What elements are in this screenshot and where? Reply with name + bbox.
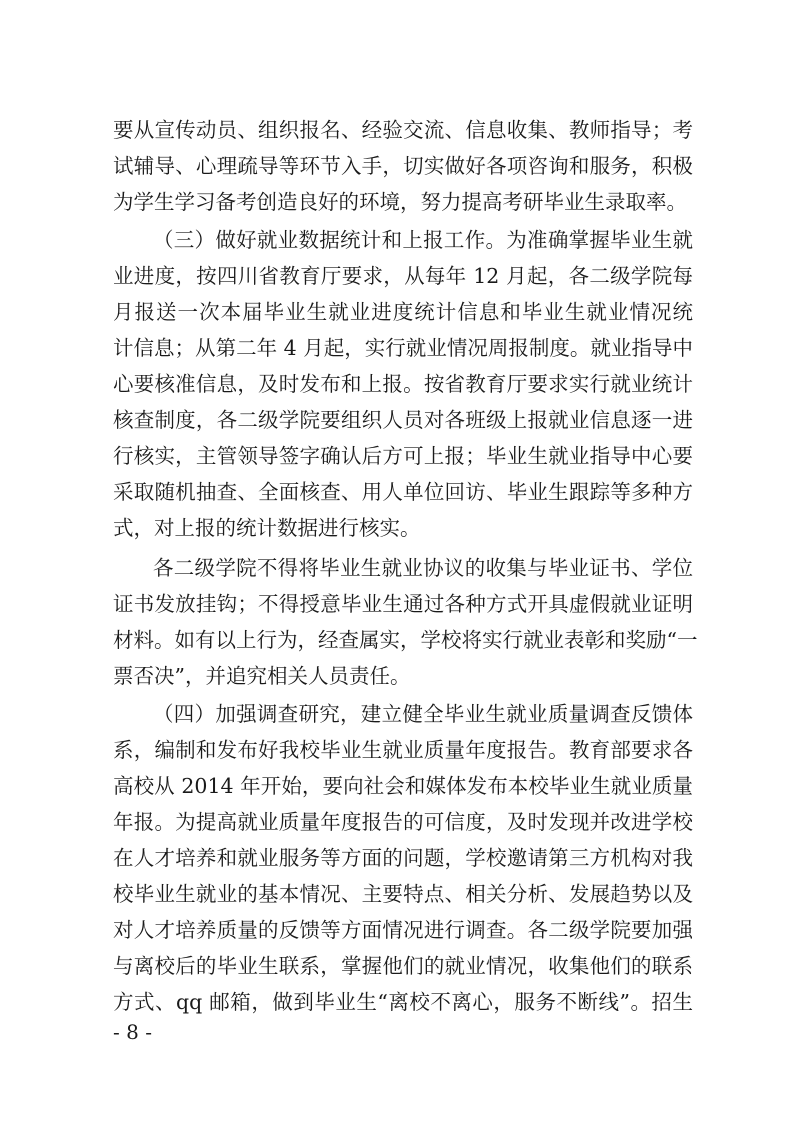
text-line: 年报。为提高就业质量年度报告的可信度，及时发现并改进学校 (113, 810, 693, 834)
text-line: 月报送一次本届毕业生就业进度统计信息和毕业生就业情况统 (113, 300, 693, 324)
text-line: 各二级学院不得将毕业生就业协议的收集与毕业证书、学位 (153, 556, 693, 580)
text-line: （三）做好就业数据统计和上报工作。为准确掌握毕业生就 (153, 228, 693, 252)
text-line: 计信息；从第二年 4 月起，实行就业情况周报制度。就业指导中 (113, 336, 693, 360)
text-line: 行核实，主管领导签字确认后方可上报；毕业生就业指导中心要 (113, 444, 693, 468)
page-number: - 8 - (113, 1020, 152, 1044)
text-line: 式，对上报的统计数据进行核实。 (113, 516, 421, 540)
text-line: 采取随机抽查、全面核查、用人单位回访、毕业生跟踪等多种方 (113, 480, 693, 504)
text-line: 票否决”，并追究相关人员责任。 (113, 664, 411, 688)
text-line: 高校从 2014 年开始，要向社会和媒体发布本校毕业生就业质量 (113, 774, 693, 798)
text-line: 方式、qq 邮箱，做到毕业生“离校不离心，服务不断线”。招生 (113, 990, 693, 1014)
text-line: 业进度，按四川省教育厅要求，从每年 12 月起，各二级学院每 (113, 264, 693, 288)
text-line: 证书发放挂钩；不得授意毕业生通过各种方式开具虚假就业证明 (113, 592, 693, 616)
text-line: 材料。如有以上行为，经查属实，学校将实行就业表彰和奖励“一 (113, 628, 698, 652)
text-line: 核查制度，各二级学院要组织人员对各班级上报就业信息逐一进 (113, 408, 693, 432)
text-line: 系，编制和发布好我校毕业生就业质量年度报告。教育部要求各 (113, 738, 693, 762)
text-line: 在人才培养和就业服务等方面的问题，学校邀请第三方机构对我 (113, 846, 693, 870)
text-line: 试辅导、心理疏导等环节入手，切实做好各项咨询和服务，积极 (113, 154, 693, 178)
text-line: 为学生学习备考创造良好的环境，努力提高考研毕业生录取率。 (113, 190, 687, 214)
text-line: 要从宣传动员、组织报名、经验交流、信息收集、教师指导；考 (113, 118, 693, 142)
text-line: 与离校后的毕业生联系，掌握他们的就业情况，收集他们的联系 (113, 954, 693, 978)
text-line: 校毕业生就业的基本情况、主要特点、相关分析、发展趋势以及 (113, 882, 693, 906)
text-line: 心要核准信息，及时发布和上报。按省教育厅要求实行就业统计 (113, 372, 693, 396)
text-line: （四）加强调查研究，建立健全毕业生就业质量调查反馈体 (153, 702, 693, 726)
text-line: 对人才培养质量的反馈等方面情况进行调查。各二级学院要加强 (113, 918, 693, 942)
